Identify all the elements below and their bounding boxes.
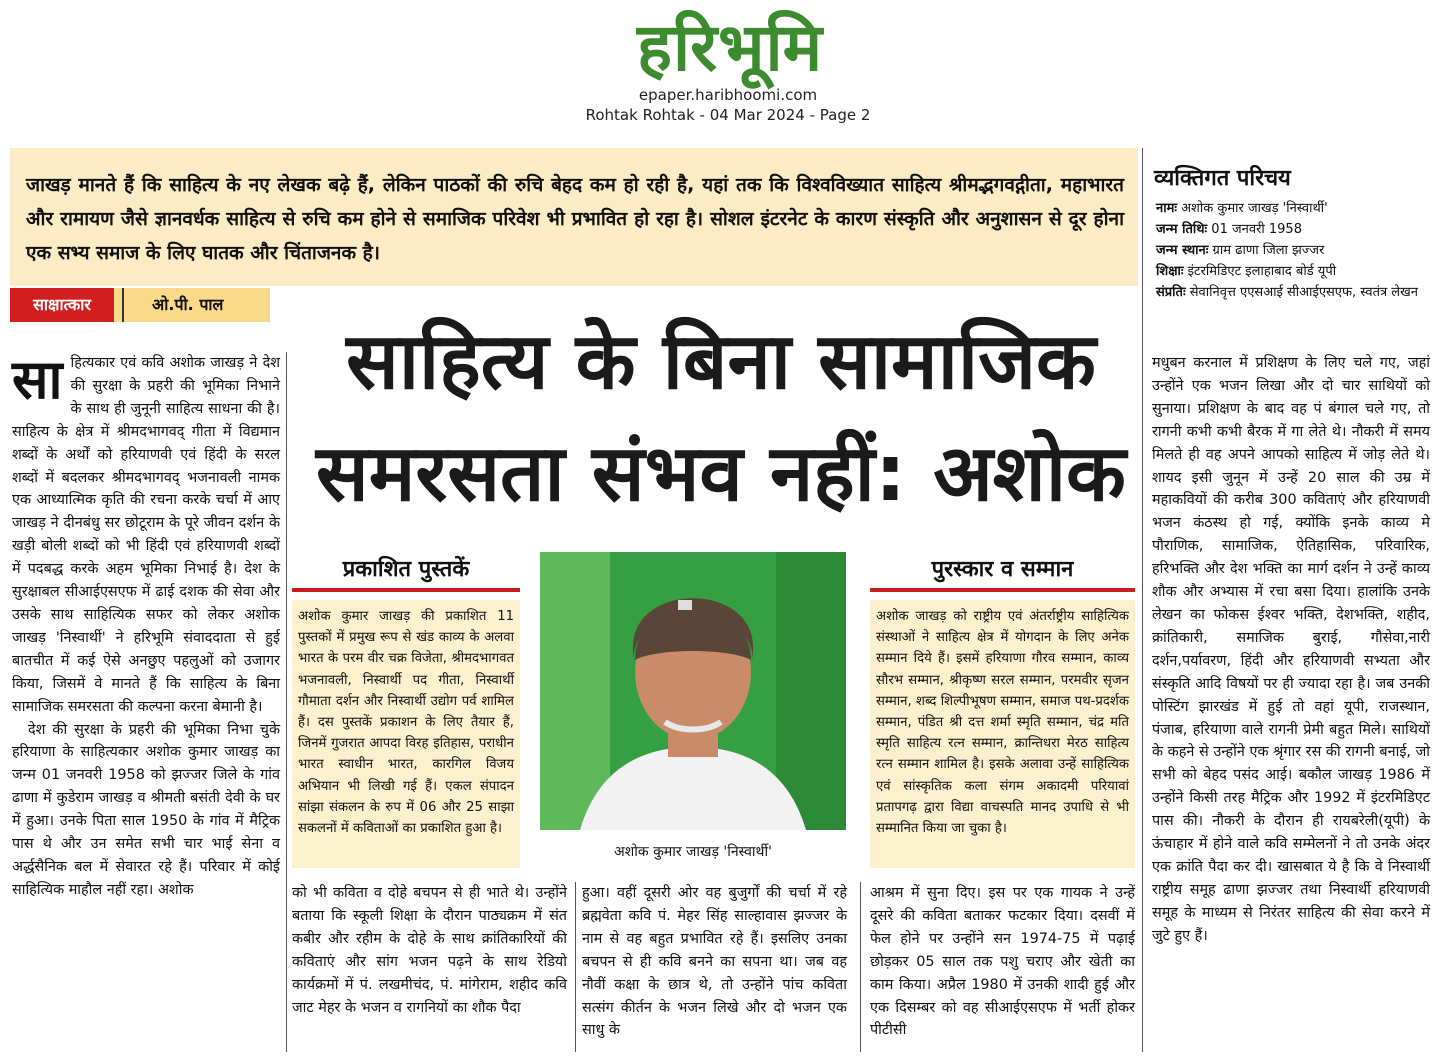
published-books-text: अशोक कुमार जाखड़ की प्रकाशित 11 पुस्तकों में प्रमुख रूप से खंड काव्य के अलवा भारत के परम वीर चक्र विजेता, श्रीमदभागवत भजनावली, निस्वार्थी पद गीता, निस्वार्थी गौमाता दर्शन और निस्वार्थी उद्योग पर्व शामिल हैं। दस पुस्तकें प्रकाशन के लिए तैयार हैं, जिनमें गुजरात आपदा विरह इतिहास, पराधीन भारत स्वाधीन भारत, कारगिल विजय अभियान भी लिखी गई हैं। एकल संपादन सांझा संकलन के रुप में 06 और 25 साझा सकलनों में कविताओं का प्रकाशित हुआ है।: [292, 600, 520, 868]
article-column-4: आश्रम में सुना दिए। इस पर एक गायक ने उन्हें दूसरे की कविता बताकर फटकार दिया। दसवीं में फेल होने पर उन्होंने सन 1974-75 में पढ़ाई छोड़कर 05 साल तक पशु चराए और खेती का काम किया। अप्रैल 1980 में उनकी शादी हुई और एक दिसम्बर को वह सीआईएसएफ में भर्ती होकर पीटीसी: [870, 885, 1135, 1039]
author-portrait-illustration: [540, 552, 846, 830]
edition-info: Rohtak Rohtak - 04 Mar 2024 - Page 2: [585, 106, 871, 124]
article-column-3: हुआ। वहीं दूसरी ओर वह बुजुर्गों की चर्चा में रहे ब्रह्मवेता कवि पं. मेहर सिंह साल्हावास झज्जर के नाम से वह बहुत प्रभावित रहे हैं। इसलिए उनका बचपन से ही कवि बनने का सपना था। जब वह नौवीं कक्षा के छात्र थे, तो उन्होंने पांच कविता सत्संग कीर्तन के भजन लिखे और दो भजन एक साधु के: [582, 885, 847, 1039]
byline: ओ.पी. पाल: [122, 288, 223, 322]
headline: साहित्य के बिना सामाजिक समरसता संभव नहीं: अशोक: [316, 317, 1126, 519]
epaper-url[interactable]: epaper.haribhoomi.com: [638, 86, 818, 104]
awards-box: [870, 552, 1135, 868]
column-1-text-2: देश की सुरक्षा के प्रहरी की भूमिका निभा चुके हरियाणा के साहित्यकार अशोक कुमार जाखड़ का जन्म 01 जनवरी 1958 को झज्जर जिले के गांव ढाणा में कुडेराम जाखड़ व श्रीमती बसंती देवी के घर में हुआ। उनके पिता साल 1950 के गांव में मैट्रिक पास थे और उन समेत सभी चार भाई सेना व अर्द्धसैनिक बल में सेवारत रहे हैं। परिवार में कोई साहित्यिक माहौल नहीं रहा। अशोक: [12, 721, 280, 898]
profile-row-birthplace: जन्म स्थानः ग्राम ढाणा जिला झज्जर: [1156, 243, 1325, 258]
profile-row-occupation: संप्रतिः सेवानिवृत्त एएसआई सीआईएसएफ, स्वतंत्र लेखन: [1156, 285, 1418, 300]
published-books-box: [292, 552, 520, 868]
column-divider: [860, 882, 861, 1052]
profile-title: व्यक्तिगत परिचय: [1154, 166, 1291, 191]
column-divider: [575, 882, 576, 1052]
awards-text: अशोक जाखड़ को राष्ट्रीय एवं अंतर्राष्ट्रीय साहित्यिक संस्थाओं ने साहित्य क्षेत्र में योगदान के लिए अनेक सम्मान दिये हैं। इसमें हरियाणा गौरव सम्मान, काव्य सौरभ सम्मान, श्रीकृष्ण सरल सम्मान, परमवीर सृजन सम्मान, शब्द शिल्पीभूषण सम्मान, समाज पथ-प्रदर्शक सम्मान, पंडित श्री दत्त शर्मा स्मृति सम्मान, चंद्र मति स्मृति साहित्य रत्न सम्मान, क्रान्तिधरा मेरठ साहित्य रत्न सम्मान शामिल है। इसके अलावा उन्हें साहित्यिक एवं सांस्कृतिक कला संगम अकादमी परियावां प्रतापगढ़ द्वारा विद्या वाचस्पति मानद उपाधि से भी सम्मानित किया जा चुका है।: [870, 600, 1135, 868]
awards-title: पुरस्कार व सम्मान: [870, 552, 1135, 592]
section-tag: साक्षात्कार: [10, 288, 114, 322]
author-photo: [540, 552, 846, 830]
published-books-title: प्रकाशित पुस्तकें: [292, 552, 520, 592]
article-column-2: को भी कविता व दोहे बचपन से ही भाते थे। उन्होंने बताया कि स्कूली शिक्षा के दौरान पाठ्यक्रम में संत कबीर और रहीम के दोहे के साथ क्रांतिकारियों की कविताएं और सांग भजन पढ़ने के साथ रेडियो कार्यक्रमों में पं. लखमीचंद, पं. मांगेराम, शहीद कवि जाट मेहर के भजन व रागनियों का शौक पैदा: [292, 885, 567, 1016]
column-divider: [286, 352, 287, 1052]
section-tag-bar: [10, 288, 270, 322]
photo-caption: अशोक कुमार जाखड़ 'निस्वार्थी': [614, 844, 772, 860]
haribhoomi-logo: हरिभूमि: [636, 9, 824, 86]
masthead: [0, 0, 1456, 135]
pull-quote: जाखड़ मानते हैं कि साहित्य के नए लेखक बढ़े हैं, लेकिन पाठकों की रुचि बेहद कम हो रही है, यहां तक कि विश्वविख्यात साहित्य श्रीमद्भगवद्गीता, महाभारत और रामायण जैसे ज्ञानवर्धक साहित्य से रुचि कम होने से समाजिक परिवेश भी प्रभावित हो रहा है। सोशल इंटरनेट के कारण संस्कृति और अनुशासन से दूर होना एक सभ्य समाज के लिए घातक और चिंताजनक है।: [10, 148, 1138, 286]
profile-row-name: नामः अशोक कुमार जाखड़ 'निस्वार्थी': [1156, 201, 1328, 216]
article-column-1: [12, 348, 280, 1052]
column-1-text: हित्यकार एवं कवि अशोक जाखड़ ने देश की सुरक्षा के प्रहरी की भूमिका निभाने के साथ ही जुनूनी साहित्य साधना की है। साहित्य के क्षेत्र में श्रीमदभागवद् गीता में विद्यमान शब्दों के अर्थों को हरियाणवी एवं हिंदी के सरल शब्दों में बदलकर श्रीमदभागवद् भजनावली नामक एक आध्यात्मिक कृति की रचना करके चर्चा में आए जाखड़ ने दीनबंधु सर छोटूराम के पूरे जीवन दर्शन के खड़ी बोली शब्दों को भी हिंदी एवं हरियाणवी शब्दों में पदबद्ध करके अहम भूमिका निभाई है। देश के सुरक्षाबल सीआईएसएफ में ढाई दशक की सेवा और उसके साथ साहित्यिक सफर को लेकर अशोक जाखड़ 'निस्वार्थी' ने हरिभूमि संवाददाता से हुई बातचीत में कई ऐसे अनछुए पहलुओं को उजागर किया, जिसमें वे मानते हैं कि साहित्य के बिना सामाजिक समरसता की कल्पना करना बेमानी है।: [12, 355, 280, 715]
profile-row-dob: जन्म तिथिः 01 जनवरी 1958: [1156, 222, 1302, 237]
profile-row-education: शिक्षाः इंटरमिडिएट इलाहाबाद बोर्ड यूपी: [1156, 264, 1337, 279]
drop-cap: सा: [12, 348, 63, 411]
personal-profile-box: [1148, 148, 1446, 328]
article-column-5: मधुबन करनाल में प्रशिक्षण के लिए चले गए, जहां उन्होंने एक भजन लिखा और दो चार साथियों को सुनाया। प्रशिक्षण के बाद वह पं बंगाल चले गए, तो रागनी कभी कभी बैरक में गा लेते थे। नौकरी में समय मिलते ही वह अपने आपको साहित्य में जोड़ लेते थे। शायद इसी जुनून में उन्हें 20 साल की उम्र में महाकवियों की करीब 300 कविताएं और हरियाणवी भजन कंठस्थ हो गई, क्योंकि इनके काव्य मे पौराणिक, सामाजिक, ऐतिहासिक, परिवारिक, हरिभक्ति और देश भक्ति का मार्ग दर्शन ने उन्हें काव्य शौक और अभ्यास में रचा बसा दिया। हालांकि उनके लेखन का फोकस ईश्वर भक्ति, देशभक्ति, शहीद, क्रांतिकारी, समाजिक बुराई, गौसेवा,नारी दर्शन,पर्यावरण, हिंदी और हरियाणवी सभ्यता और संस्कृति आदि विषयों पर ही ज्यादा रहा है। जब उनकी पोस्टिंग झारखंड में हुई तो वहां यूपी, राजस्थान, पंजाब, हरियाणा वाले रागनी प्रेमी बहुत मिले। साथियों के कहने से उन्होंने एक श्रृंगार रस की रागनी बनाई, जो सभी को बेहद पसंद आई। बकौल जाखड़ 1986 में उन्होंने किसी तरह मैट्रिक और 1992 में इंटरमिडिएट पास की। नौकरी के दौरान ही रायबरेली(यूपी) के ऊंचाहार में होने वाले कवि सम्मेलनों ने तो उनके अंदर एक क्रांति पैदा कर दी। खासबात ये है कि वे निस्वार्थी राष्ट्रीय समूह ढाणा झज्जर तथा निस्वार्थी हरियाणवी समूह के माध्यम से निरंतर साहित्य की सेवा करने में जुटे हुए हैं।: [1152, 355, 1430, 944]
column-divider: [1142, 148, 1143, 1052]
